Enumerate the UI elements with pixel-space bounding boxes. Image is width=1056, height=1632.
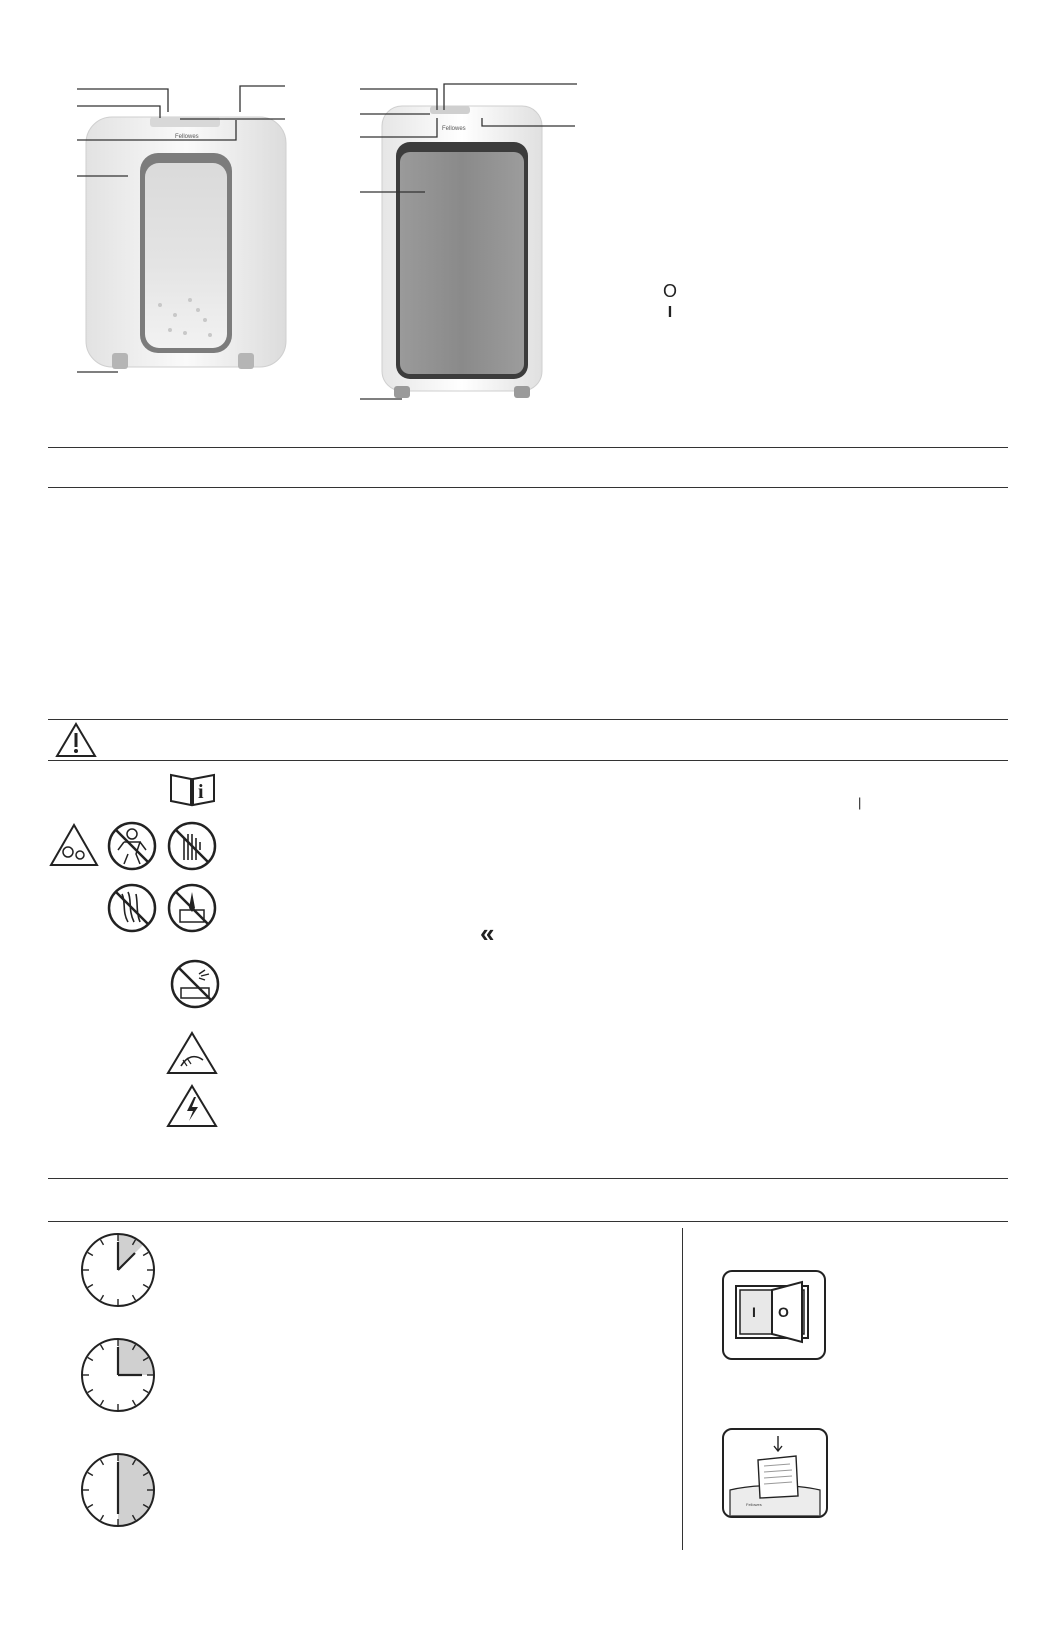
paper-feed-brand: Fellowes — [746, 1502, 762, 1507]
power-switch-illustration — [722, 1270, 826, 1360]
read-manual-icon — [168, 771, 218, 807]
section-rule-6 — [48, 1221, 1008, 1222]
clock-long-icon — [82, 1454, 154, 1526]
switch-on-label: I — [752, 1304, 756, 1320]
guard-mark: | — [858, 795, 862, 810]
off-symbol: O — [662, 281, 677, 301]
clock-medium-icon — [82, 1339, 154, 1411]
section-rule-2 — [48, 487, 1008, 488]
duty-cycle-clocks — [48, 1225, 248, 1555]
paper-feed-illustration — [722, 1428, 828, 1518]
shredder-brand-logo: Fellowes — [175, 134, 199, 140]
svg-text:i: i — [198, 781, 204, 803]
cut-hazard-icon — [165, 1030, 219, 1076]
chevron-mark: « — [480, 918, 495, 948]
no-aerosol-icon — [169, 958, 221, 1010]
duty-cycle-panel — [48, 1225, 678, 1555]
moving-parts-caution-icon — [48, 822, 100, 868]
section-rule-3 — [48, 719, 1008, 720]
product-illustrations — [0, 0, 1056, 420]
on-symbol: I — [667, 304, 673, 321]
no-hands-icon — [166, 820, 218, 872]
section-rule-4 — [48, 760, 1008, 761]
switch-off-label: O — [778, 1304, 789, 1320]
no-hair-icon — [106, 882, 158, 934]
electrical-hazard-icon — [165, 1083, 219, 1129]
warning-triangle-icon — [54, 721, 98, 759]
no-children-icon — [106, 820, 158, 872]
no-tie-icon — [166, 882, 218, 934]
clock-short-icon — [82, 1234, 154, 1306]
section-rule-1 — [48, 447, 1008, 448]
callout-lines-left — [0, 0, 600, 420]
section-rule-5 — [48, 1178, 1008, 1179]
column-divider — [682, 1228, 683, 1550]
shredder-brand-logo-2: Fellowes — [442, 126, 466, 132]
